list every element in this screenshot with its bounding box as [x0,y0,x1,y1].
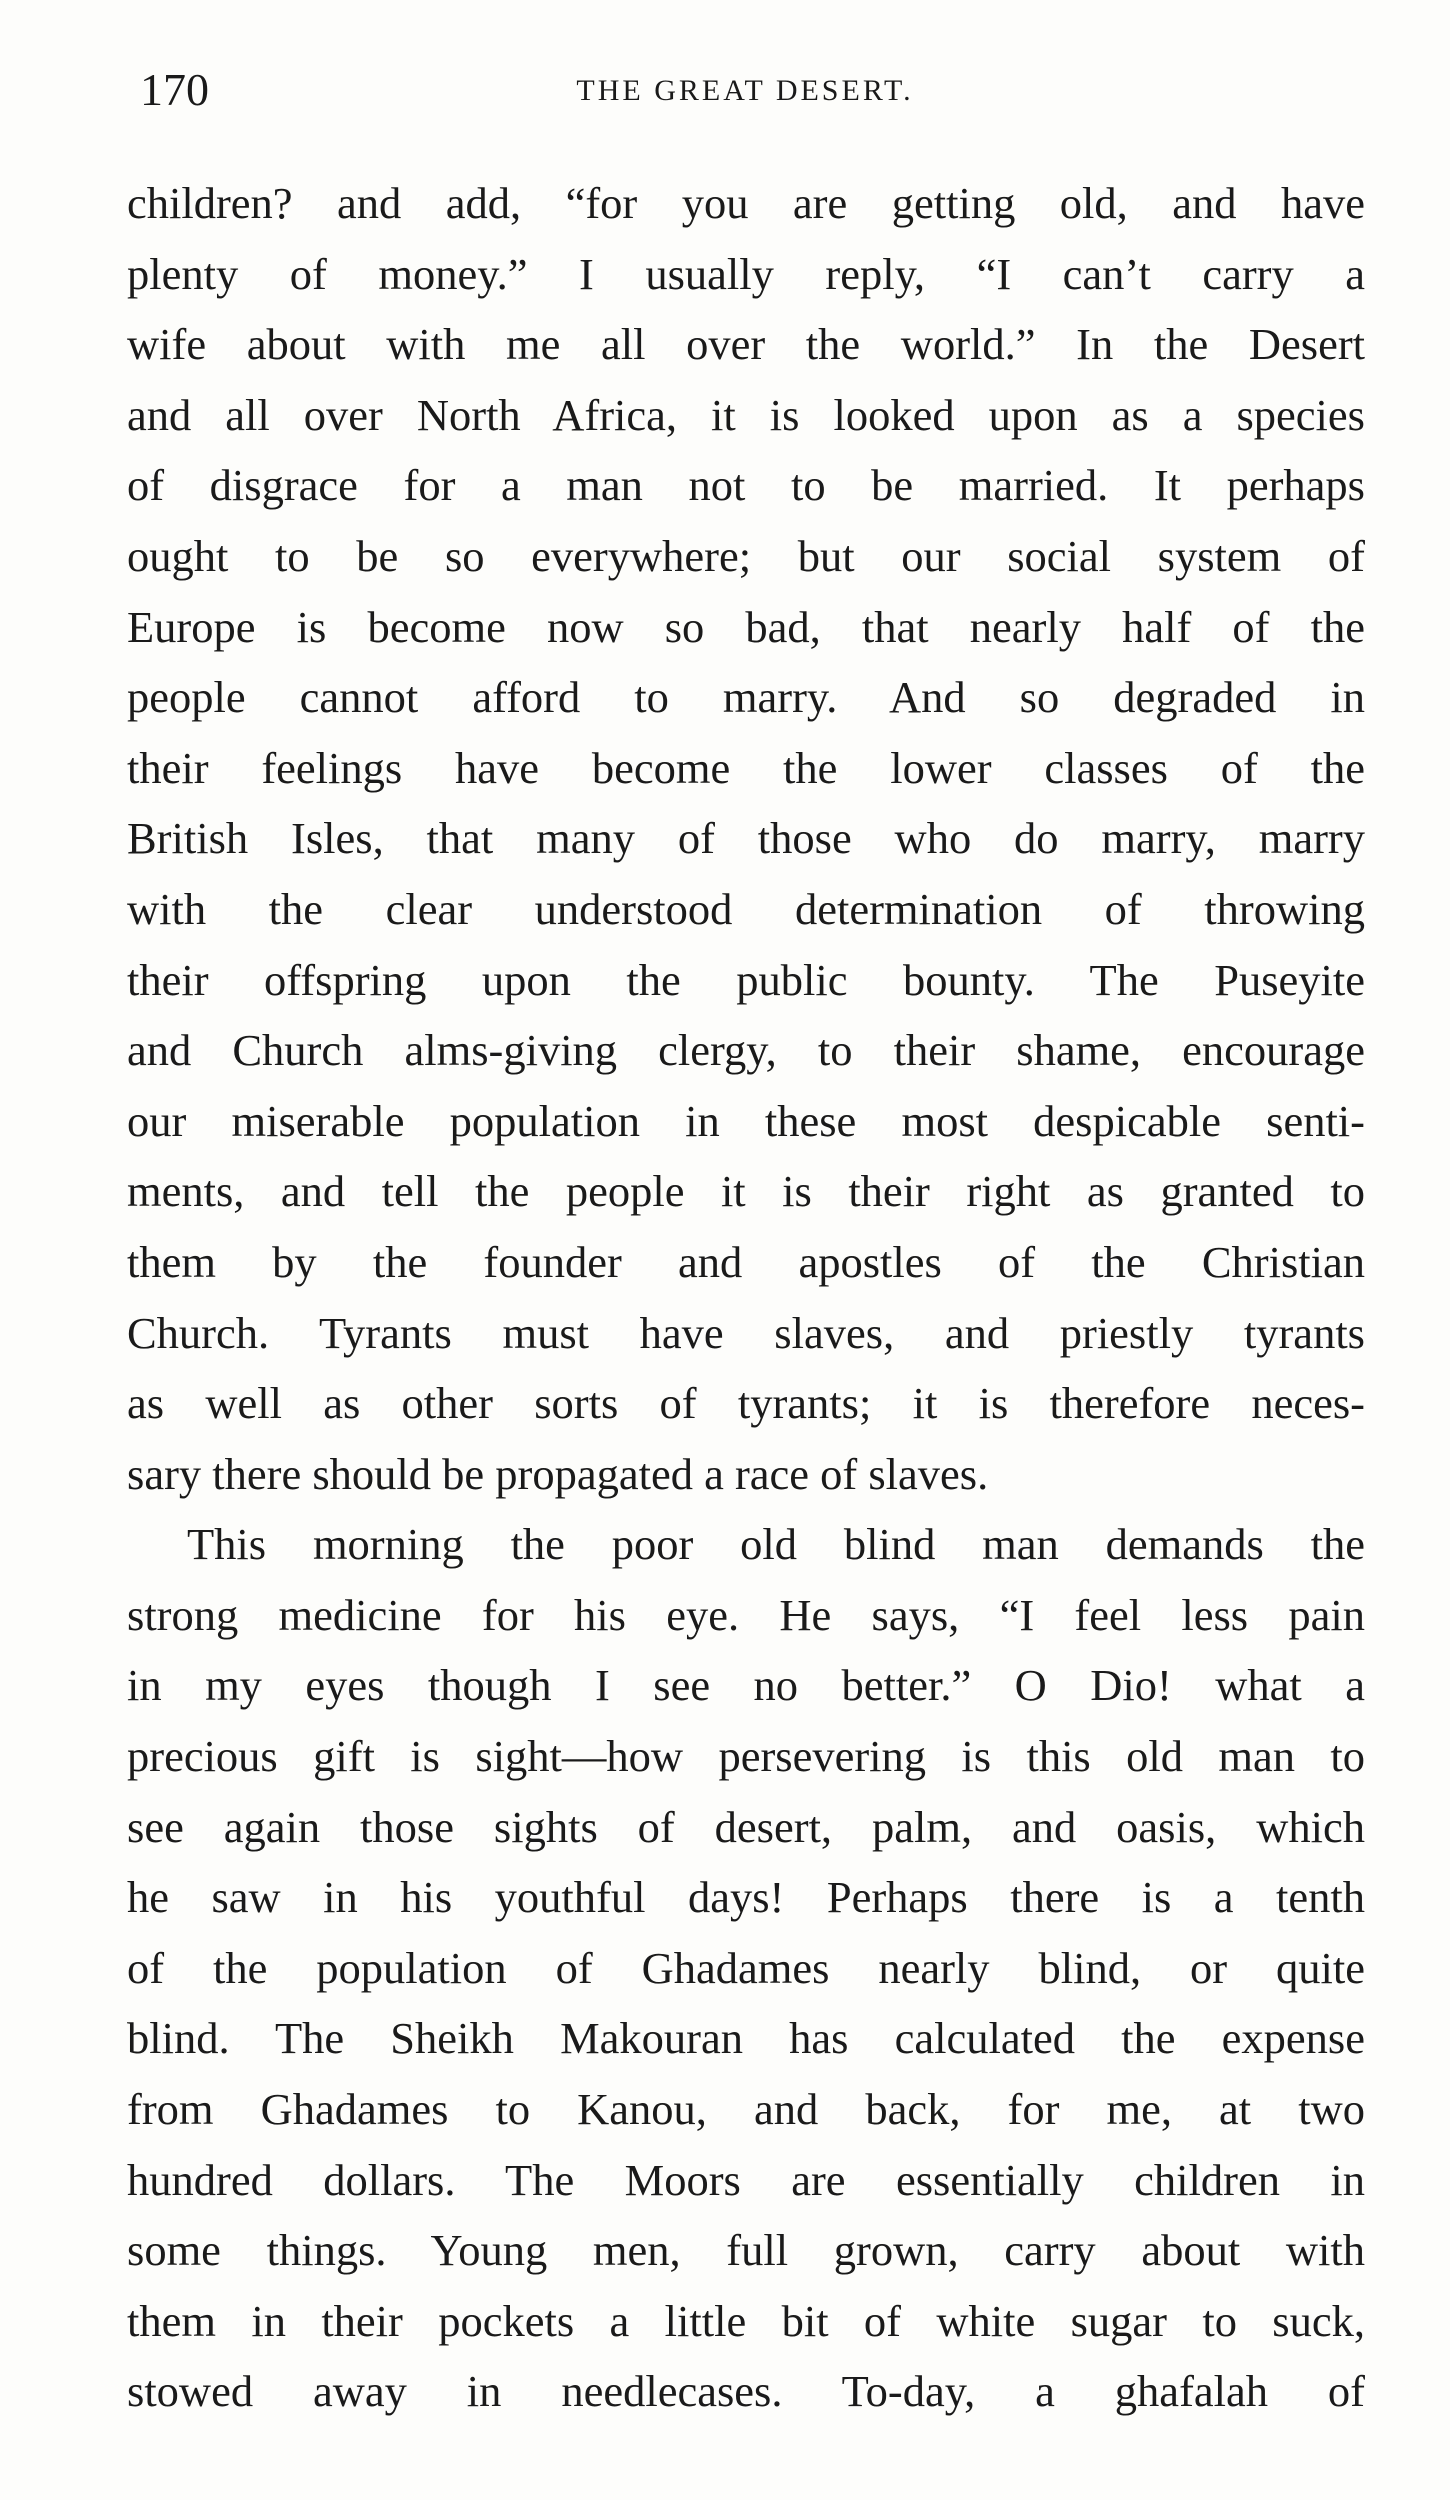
body-text [127,168,1365,2427]
text-line: strong medicine for his eye. He says, “I feel less pain [127,1589,1365,1640]
running-head [125,60,1365,120]
text-line: wife about with me all over the world.” In the Desert [127,319,1365,370]
text-line: This morning the poor old blind man demands the [187,1519,1365,1570]
paragraph-1 [127,168,1365,1509]
text-line: our miserable population in these most despicable senti- [127,1095,1365,1146]
text-line: them by the founder and apostles of the Christian [127,1236,1365,1287]
text-line: British Isles, that many of those who do marry, marry [127,813,1365,864]
text-line: of disgrace for a man not to be married. It perhaps [127,460,1365,511]
text-line: precious gift is sight—how persevering is this old man to [127,1731,1365,1782]
text-line: some things. Young men, full grown, carry about with [127,2225,1365,2276]
text-line: people cannot afford to marry. And so degraded in [127,672,1365,723]
page-number: 170 [140,64,209,115]
text-line: hundred dollars. The Moors are essentially children in [127,2154,1365,2205]
text-line: see again those sights of desert, palm, and oasis, which [127,1801,1365,1852]
text-line: them in their pockets a little bit of white sugar to suck, [127,2295,1365,2346]
text-line: Europe is become now so bad, that nearly half of the [127,601,1365,652]
text-line: of the population of Ghadames nearly blind, or quite [127,1942,1365,1993]
text-line: from Ghadames to Kanou, and back, for me, at two [127,2084,1365,2135]
text-line: with the clear understood determination of throwing [127,883,1365,934]
text-line: ments, and tell the people it is their right as granted to [127,1166,1365,1217]
text-line: children? and add, “for you are getting old, and have [127,178,1365,228]
running-title: THE GREAT DESERT. [576,74,914,107]
text-line: stowed away in needlecases. To-day, a ghafalah of [127,2366,1365,2417]
text-line: plenty of money.” I usually reply, “I can’t carry a [127,248,1365,299]
text-line: ought to be so everywhere; but our social system of [127,530,1365,581]
text-line: and Church alms-giving clergy, to their shame, encourage [127,1025,1365,1076]
text-line: their offspring upon the public bounty. The Puseyite [127,954,1365,1005]
paragraph-2 [127,1509,1365,2427]
text-line: blind. The Sheikh Makouran has calculated the expense [127,2013,1365,2064]
text-line: as well as other sorts of tyrants; it is therefore neces- [127,1378,1365,1429]
text-line: he saw in his youthful days! Perhaps there is a tenth [127,1872,1365,1923]
text-line: in my eyes though I see no better.” O Dio! what a [127,1660,1365,1711]
text-line: Church. Tyrants must have slaves, and priestly tyrants [127,1307,1365,1358]
text-line: their feelings have become the lower classes of the [127,742,1365,793]
text-line: sary there should be propagated a race of slaves. [127,1448,989,1499]
text-line: and all over North Africa, it is looked upon as a species [127,389,1365,440]
